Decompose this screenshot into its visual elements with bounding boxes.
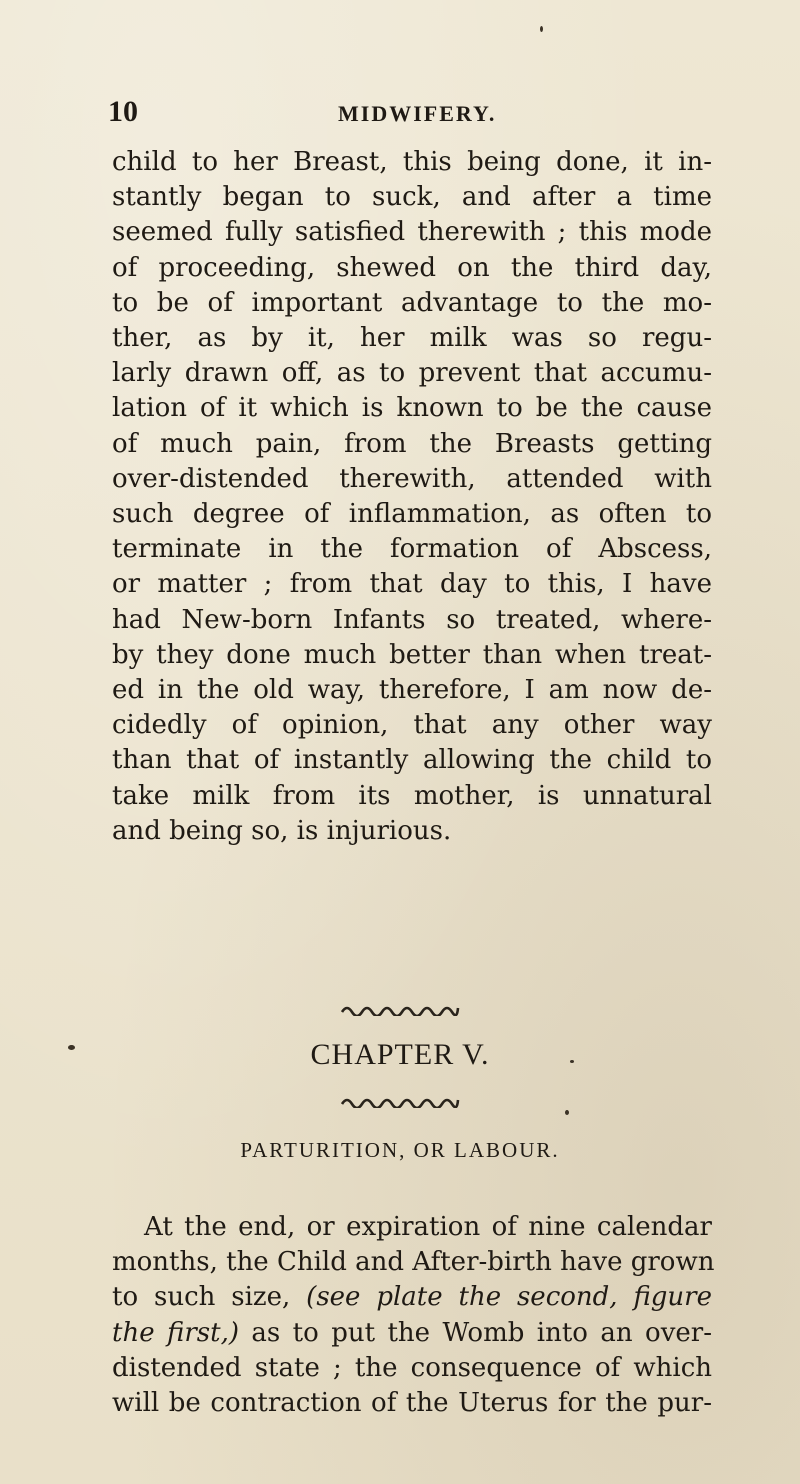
ornament-wave-icon: [340, 1094, 460, 1108]
text-line: over-distended therewith, attended with: [112, 463, 712, 494]
paper-speck: [570, 1060, 574, 1063]
italic-reference: (see plate the second, figure: [306, 1282, 712, 1313]
text-line: [112, 1316, 712, 1351]
section-title: PARTURITION, OR LABOUR.: [240, 1138, 560, 1162]
running-head: MIDWIFERY.: [338, 101, 497, 126]
text-line: seemed fully satisfied therewith ; this mode: [112, 217, 712, 248]
text-line: cidedly of opinion, that any other way: [112, 710, 712, 741]
text-line: ther, as by it, her milk was so regu-: [112, 323, 712, 354]
italic-reference: the first,): [112, 1317, 239, 1348]
text-line: to be of important advantage to the mo-: [112, 287, 712, 318]
text-line: stantly began to suck, and after a time: [112, 182, 712, 213]
text-line: than that of instantly allowing the child to: [112, 745, 712, 776]
ornament-wave-icon: [340, 1002, 460, 1016]
ornament-rule-bottom: [0, 1094, 800, 1114]
text-line: take milk from its mother, is unnatural: [112, 780, 712, 811]
text-span: as to put the Womb into an over-: [238, 1317, 712, 1348]
text-line: such degree of inflammation, as often to: [112, 499, 712, 530]
text-line: distended state ; the consequence of which: [112, 1352, 712, 1383]
text-line: ed in the old way, therefore, I am now de-: [112, 675, 712, 706]
text-line: and being so, is injurious.: [112, 815, 452, 846]
paragraph-parturition: [112, 1210, 715, 1421]
page-number: 10: [108, 95, 138, 128]
text-line: by they done much better than when treat-: [112, 639, 712, 670]
paragraph-breastfeeding: [112, 145, 712, 849]
text-line: had New-born Infants so treated, where-: [112, 604, 712, 635]
paper-speck: [68, 1045, 75, 1050]
text-line: terminate in the formation of Abscess,: [112, 534, 712, 565]
paper-speck: [565, 1110, 569, 1115]
text-line: larly drawn off, as to prevent that accumu-: [112, 358, 712, 389]
text-line: of proceeding, shewed on the third day,: [112, 252, 712, 283]
text-line: child to her Breast, this being done, it in-: [112, 147, 712, 177]
text-line: months, the Child and After-birth have grown: [112, 1247, 715, 1278]
text-line: At the end, or expiration of nine calendar: [144, 1212, 712, 1242]
page-header: [108, 92, 700, 132]
text-line: of much pain, from the Breasts getting: [112, 428, 712, 459]
ornament-rule-top: [0, 1002, 800, 1022]
text-line: will be contraction of the Uterus for the pur-: [112, 1388, 712, 1419]
chapter-title: CHAPTER V.: [310, 1038, 490, 1071]
text-line: or matter ; from that day to this, I have: [112, 569, 712, 600]
text-span: to such size,: [112, 1282, 307, 1313]
paper-speck: [540, 26, 543, 32]
text-line: lation of it which is known to be the cause: [112, 393, 712, 424]
text-line: [112, 1280, 712, 1315]
